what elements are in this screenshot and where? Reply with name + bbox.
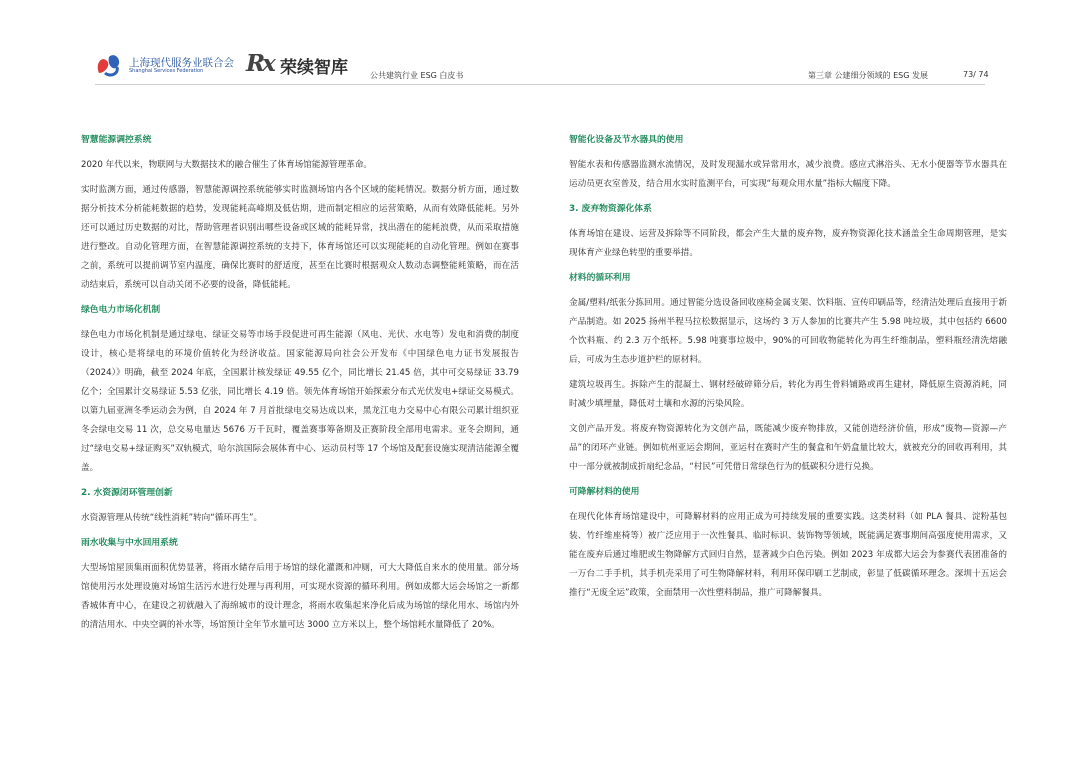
- section-heading: 材料的循环利用: [569, 273, 631, 283]
- doc-title: 公共建筑行业 ESG 白皮书: [370, 71, 464, 80]
- section-heading: 绿色电力市场化机制: [81, 305, 161, 315]
- paragraph: 2020 年代以来，物联网与大数据技术的融合催生了体育场馆能源管理革命。: [81, 160, 373, 170]
- paragraph: 金属/塑料/纸张分拣回用。通过智能分选设备回收座椅金属支架、饮料瓶、宣传印刷品等，经清洁处理后直接用于新产品制造。如 2025 扬州半程马拉松数据显示，这场约 3 万人参加的比赛共产生 5.98 吨垃圾，其中包括约 6600 个饮料瓶、约 2.3 万个纸杯。5.98 吨赛事垃圾中，90%的可回收物能转化为再生纤维制品，塑料瓶经清洗熔融后，可成为生态步道护栏的原材料。: [569, 298, 1007, 365]
- paragraph: 智能水表和传感器监测水流情况，及时发现漏水或异常用水，减少浪费。感应式淋浴头、无水小便器等节水器具在运动员更衣室普及，结合用水实时监测平台，可实现“每观众用水量”指标大幅度下降。: [569, 160, 1007, 189]
- paragraph: 绿色电力市场化机制是通过绿电、绿证交易等市场手段促进可再生能源（风电、光伏、水电等）发电和消费的制度设计，核心是将绿电的环境价值转化为经济收益。国家能源局向社会公开发布《中国绿色电力证书发展报告（2024）》明确，截至 2024 年底，全国累计核发绿证 49.55 亿个，同比增长 21.45 倍，其中可交易绿证 33.79 亿个；全国累计交易绿证 5.53 亿张，同比增长 4.19 倍。领先体育场馆开始探索分布式光伏发电+绿证交易模式。以第九届亚洲冬季运动会为例，自 2024 年 7 月首批绿电交易达成以来，黑龙江电力交易中心有限公司累计组织亚冬会绿电交易 11 次，总交易电量达 5676 万千瓦时，覆盖赛事筹备期及正赛阶段全部用电需求。亚冬会期间，通过“绿电交易+绿证购买”双轨模式，哈尔滨国际会展体育中心、运动员村等 17 个场馆及配套设施实现清洁能源全覆盖。: [81, 330, 519, 473]
- paragraph: 水资源管理从传统“线性消耗”转向“循环再生”。: [81, 513, 263, 523]
- rongxu-logo: [246, 52, 366, 78]
- paragraph: 文创产品开发。将废弃物资源转化为文创产品，既能减少废弃物排放，又能创造经济价值，形成“废物—资源—产品”的闭环产业链。例如杭州亚运会期间，亚运村在赛时产生的餐盒和午奶盒量比较大，就被充分的回收再利用，其中一部分就被制成折扇纪念品，“村民”可凭借日常绿色行为的低碳积分进行兑换。: [569, 424, 1007, 472]
- section-heading: 2. 水资源闭环管理创新: [81, 488, 173, 498]
- rongxu-name: 荣续智库: [280, 58, 348, 78]
- paragraph: 建筑垃圾再生。拆除产生的混凝土、钢材经破碎筛分后，转化为再生骨料铺路或再生建材，降低原生资源消耗，同时减少填埋量，降低对土壤和水源的污染风险。: [569, 380, 1007, 409]
- left-column: [81, 131, 519, 641]
- paragraph: 实时监测方面，通过传感器，智慧能源调控系统能够实时监测场馆内各个区域的能耗情况。数据分析方面，通过数据分析技术分析能耗数据的趋势，发现能耗高峰期及低估期，进而制定相应的运营策略，从而有效降低能耗。另外还可以通过历史数据的对比，帮助管理者识别出哪些设备或区域的能耗异常，找出潜在的能耗浪费，从而采取措施进行整改。自动化管理方面，在智慧能源调控系统的支持下，体育场馆还可以实现能耗的自动化管理。例如在赛事之前，系统可以提前调节室内温度，确保比赛时的舒适度，甚至在比赛时根据观众人数动态调整能耗策略，而在活动结束后，系统可以自动关闭不必要的设备，降低能耗。: [81, 185, 519, 290]
- page-number: 73/ 74: [963, 70, 989, 79]
- section-heading: 3. 废弃物资源化体系: [569, 204, 652, 214]
- paragraph: 在现代化体育场馆建设中，可降解材料的应用正成为可持续发展的重要实践。这类材料（如 PLA 餐具、淀粉基包装、竹纤维座椅等）被广泛应用于一次性餐具、临时标识、装饰物等领域，既能满足赛事期间高强度使用需求，又能在废弃后通过堆肥或生物降解方式回归自然，显著减少白色污染。例如 2023 年成都大运会为参赛代表团准备的一万台二手手机，其手机壳采用了可生物降解材料，利用环保印刷工艺制成，彰显了低碳循环理念。深圳十五运会推行“无废全运”政策，全面禁用一次性塑料制品，推广可降解餐具。: [569, 512, 1007, 598]
- paragraph: 大型场馆屋顶集雨面积优势显著，将雨水储存后用于场馆的绿化灌溉和冲厕，可大大降低自来水的使用量。部分场馆使用污水处理设施对场馆生活污水进行处理与再利用，可实现水资源的循环利用。例如成都大运会场馆之一新都香城体育中心，在建设之初就融入了海绵城市的设计理念，将雨水收集起来净化后成为场馆的绿化用水、场馆内外的清洁用水、中央空调的补水等，场馆预计全年节水量可达 3000 立方米以上，整个场馆耗水量降低了 20%。: [81, 563, 519, 630]
- right-column: [569, 131, 1007, 609]
- federation-name: 上海现代服务业联合会: [129, 57, 234, 69]
- header-divider: [95, 84, 985, 85]
- rongxu-mark: Rx: [246, 50, 273, 77]
- section-heading: 智能化设备及节水器具的使用: [569, 135, 684, 145]
- federation-name-en: Shanghai Services Federation: [129, 68, 204, 74]
- federation-logo-icon: [95, 53, 123, 77]
- page-header: [0, 0, 1080, 92]
- federation-logo: [95, 53, 235, 77]
- chapter-title: 第三章 公建细分领域的 ESG 发展: [808, 71, 928, 80]
- section-heading: 可降解材料的使用: [569, 487, 640, 497]
- section-heading: 智慧能源调控系统: [81, 135, 152, 145]
- paragraph: 体育场馆在建设、运营及拆除等不同阶段，都会产生大量的废弃物，废弃物资源化技术涵盖全生命周期管理，是实现体育产业绿色转型的重要举措。: [569, 229, 1007, 258]
- section-heading: 雨水收集与中水回用系统: [81, 538, 178, 548]
